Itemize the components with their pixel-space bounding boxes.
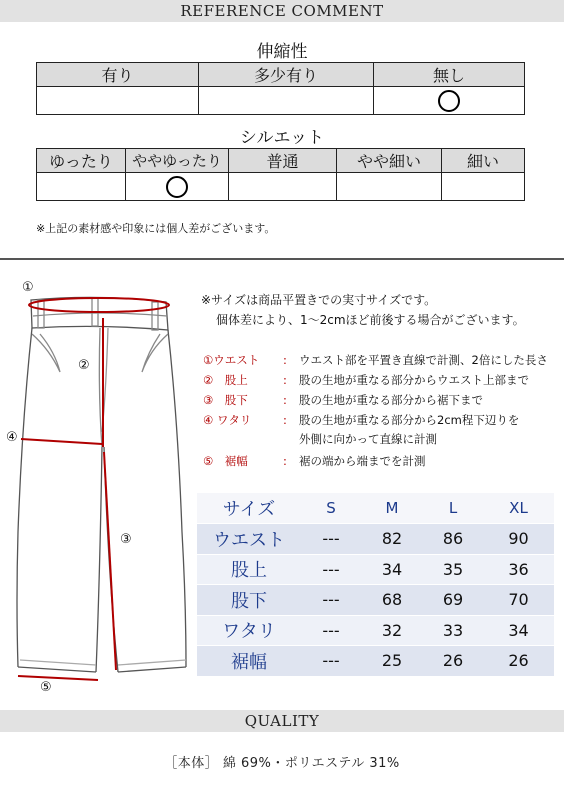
- silhouette-title: シルエット: [239, 128, 325, 148]
- legend-key: ② 股上: [203, 373, 248, 387]
- hem-measure-line: [18, 676, 98, 680]
- table-row: [197, 585, 554, 616]
- legend-desc: 股の生地が重なる部分から裾下まで: [299, 393, 483, 407]
- legend-row-rise: [203, 372, 529, 388]
- cell: 32: [361, 615, 423, 646]
- label-thigh-marker: ④: [6, 430, 18, 445]
- row-label: ワタリ: [197, 615, 301, 646]
- size-corner-label: サイズ: [197, 493, 301, 524]
- stretch-cell-none: [374, 87, 525, 115]
- cell: 68: [361, 585, 423, 616]
- legend-row-inseam: [203, 392, 483, 408]
- cell: 34: [483, 615, 554, 646]
- silhouette-cell-slightly-loose: [126, 173, 229, 201]
- stretch-cell-some: [199, 87, 374, 115]
- row-label: 股下: [197, 585, 301, 616]
- cell: ---: [301, 524, 361, 555]
- legend-row-hem: [203, 453, 426, 469]
- silhouette-table: [36, 148, 525, 201]
- legend-sep: :: [283, 454, 287, 468]
- silhouette-cell-slightly-slim: [337, 173, 442, 201]
- silhouette-option-slightly-slim: やや細い: [337, 149, 442, 173]
- disclaimer-text: ※上記の素材感や印象には個人差がございます。: [36, 222, 276, 235]
- row-label: 股上: [197, 554, 301, 585]
- stretch-option-none: 無し: [374, 63, 525, 87]
- size-col-l: L: [423, 493, 483, 524]
- legend-sep: :: [283, 413, 287, 427]
- size-note-line2: 個体差により、1～2cmほど前後する場合がございます。: [216, 313, 525, 327]
- table-row: [197, 554, 554, 585]
- legend-desc: 股の生地が重なる部分から2cm程下辺りを: [299, 413, 520, 427]
- cell: ---: [301, 585, 361, 616]
- legend-row-waist: [203, 352, 548, 368]
- material-composition: ［本体］ 綿 69%・ポリエステル 31%: [164, 756, 400, 771]
- label-rise-marker: ②: [78, 358, 90, 373]
- size-table: [197, 493, 554, 677]
- inseam-measure-line: [104, 452, 116, 670]
- cell: 36: [483, 554, 554, 585]
- cell: ---: [301, 554, 361, 585]
- legend-desc: 外側に向かって直線に計測: [299, 432, 437, 446]
- cell: 86: [423, 524, 483, 555]
- legend-key: ⑤ 裾幅: [203, 454, 248, 468]
- size-col-m: M: [361, 493, 423, 524]
- cell: 82: [361, 524, 423, 555]
- stretch-option-some: 多少有り: [199, 63, 374, 87]
- legend-desc: 裾の端から端までを計測: [299, 454, 426, 468]
- legend-row-thigh-cont: [203, 431, 437, 447]
- label-inseam-marker: ③: [120, 532, 132, 547]
- silhouette-option-loose: ゆったり: [37, 149, 126, 173]
- cell: 90: [483, 524, 554, 555]
- reference-comment-header: REFERENCE COMMENT: [0, 0, 564, 22]
- quality-header: QUALITY: [0, 710, 564, 732]
- table-row: [197, 646, 554, 677]
- cell: ---: [301, 615, 361, 646]
- size-note-line1: ※サイズは商品平置きでの実寸サイズです。: [201, 293, 437, 307]
- legend-desc: ウエスト部を平置き直線で計測、2倍にした長さ: [299, 353, 548, 367]
- row-label: 裾幅: [197, 646, 301, 677]
- row-label: ウエスト: [197, 524, 301, 555]
- thigh-measure-line: [21, 439, 102, 444]
- size-col-s: S: [301, 493, 361, 524]
- selected-circle-icon: [166, 176, 188, 198]
- silhouette-option-regular: 普通: [229, 149, 337, 173]
- cell: 26: [423, 646, 483, 677]
- silhouette-option-slightly-loose: ややゆったり: [126, 149, 229, 173]
- size-col-xl: XL: [483, 493, 554, 524]
- size-table-header: [197, 493, 554, 524]
- cell: 35: [423, 554, 483, 585]
- selected-circle-icon: [438, 90, 460, 112]
- legend-sep: :: [283, 353, 287, 367]
- stretch-cell-yes: [37, 87, 199, 115]
- cell: 69: [423, 585, 483, 616]
- silhouette-cell-regular: [229, 173, 337, 201]
- stretch-option-yes: 有り: [37, 63, 199, 87]
- silhouette-option-slim: 細い: [442, 149, 525, 173]
- label-hem-marker: ⑤: [40, 680, 52, 695]
- table-row: [197, 615, 554, 646]
- pants-diagram: [0, 272, 200, 702]
- cell: 25: [361, 646, 423, 677]
- legend-desc: 股の生地が重なる部分からウエスト上部まで: [299, 373, 529, 387]
- cell: 70: [483, 585, 554, 616]
- legend-sep: :: [283, 373, 287, 387]
- legend-key: ①ウエスト: [203, 353, 260, 367]
- legend-sep: :: [283, 393, 287, 407]
- label-waist-marker: ①: [22, 280, 34, 295]
- stretch-table: [36, 62, 525, 115]
- cell: ---: [301, 646, 361, 677]
- silhouette-cell-slim: [442, 173, 525, 201]
- section-divider: [0, 258, 564, 260]
- silhouette-cell-loose: [37, 173, 126, 201]
- cell: 33: [423, 615, 483, 646]
- table-row: [197, 524, 554, 555]
- legend-key: ③ 股下: [203, 393, 248, 407]
- cell: 34: [361, 554, 423, 585]
- stretch-title: 伸縮性: [256, 42, 308, 62]
- legend-key: ④ ワタリ: [203, 413, 252, 427]
- legend-row-thigh: [203, 412, 519, 428]
- cell: 26: [483, 646, 554, 677]
